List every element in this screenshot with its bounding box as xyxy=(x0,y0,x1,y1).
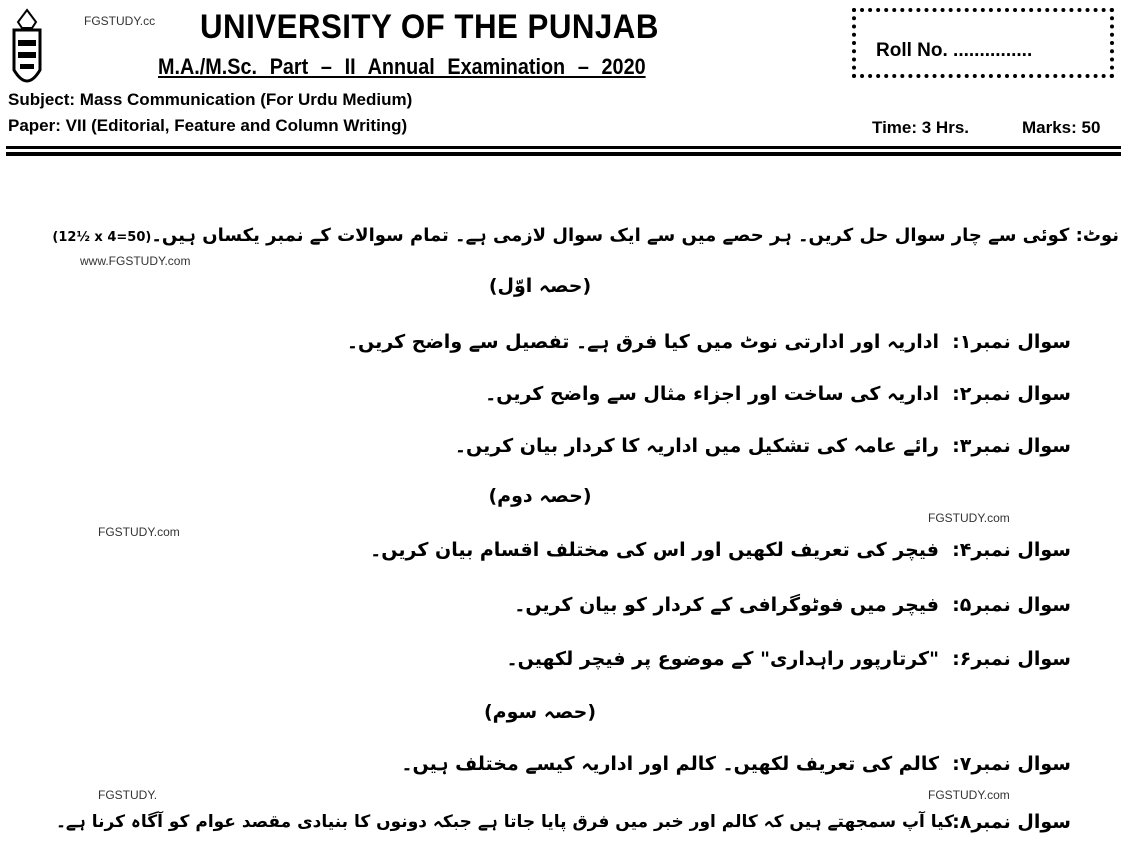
section-heading: (حصہ سوم) xyxy=(483,701,597,723)
roll-number-box xyxy=(852,8,1114,78)
instructions-note xyxy=(52,224,1119,250)
section-heading: (حصہ دوم) xyxy=(488,485,592,507)
note-marks: (12½ x 4=50) xyxy=(52,230,152,245)
watermark: FGSTUDY.com xyxy=(98,525,180,539)
time-allowed: Time: 3 Hrs. xyxy=(872,118,970,137)
question-text: کالم کی تعریف لکھیں۔ کالم اور اداریہ کیسے مختلف ہیں۔ xyxy=(401,753,939,775)
question-text: رائے عامہ کی تشکیل میں اداریہ کا کردار بیان کریں۔ xyxy=(454,435,939,457)
question-text: فیچر کی تعریف لکھیں اور اس کی مختلف اقسام بیان کریں۔ xyxy=(370,539,939,561)
note-text: نوٹ: کوئی سے چار سوال حل کریں۔ ہر حصے میں سے ایک سوال لازمی ہے۔ تمام سوالات کے نمبر یکساں ہیں۔ xyxy=(151,225,1119,246)
question-label: سوال نمبر۷: xyxy=(952,753,1071,775)
watermark: FGSTUDY.com xyxy=(928,788,1010,802)
question-text: اداریہ اور ادارتی نوٹ میں کیا فرق ہے۔ تفصیل سے واضح کریں۔ xyxy=(346,331,939,353)
section-heading: (حصہ اوّل) xyxy=(488,275,592,297)
question-label: سوال نمبر۴: xyxy=(952,539,1071,561)
divider xyxy=(6,146,1121,149)
watermark: www.FGSTUDY.com xyxy=(80,254,191,268)
question-label: سوال نمبر۸: xyxy=(952,811,1071,833)
paper-line: Paper: VII (Editorial, Feature and Column Writing) xyxy=(8,116,408,135)
watermark: FGSTUDY.cc xyxy=(84,14,156,28)
question-text: فیچر میں فوٹوگرافی کے کردار کو بیان کریں۔ xyxy=(514,594,939,616)
total-marks: Marks: 50 xyxy=(1022,118,1101,137)
question-label: سوال نمبر۲: xyxy=(952,383,1071,405)
roll-number-label: Roll No. ............... xyxy=(876,40,1033,61)
question-label: سوال نمبر۵: xyxy=(952,594,1071,616)
question-label: سوال نمبر۱: xyxy=(952,331,1071,353)
university-title: UNIVERSITY OF THE PUNJAB xyxy=(200,8,659,46)
divider xyxy=(6,152,1121,156)
university-crest-logo xyxy=(6,8,48,94)
question-label: سوال نمبر۳: xyxy=(952,435,1071,457)
question-text: "کرتارپور راہداری" کے موضوع پر فیچر لکھیں۔ xyxy=(506,648,939,670)
question-text: کیا آپ سمجھتے ہیں کہ کالم اور خبر میں فرق پایا جاتا ہے جبکہ دونوں کا بنیادی مقصد عوام کو آگاہ کرنا ہے۔ xyxy=(55,812,954,832)
question-label: سوال نمبر۶: xyxy=(952,648,1071,670)
exam-title: M.A./M.Sc. Part – II Annual Examination – 2020 xyxy=(158,54,646,79)
watermark: FGSTUDY.com xyxy=(928,511,1010,525)
subject-line: Subject: Mass Communication (For Urdu Medium) xyxy=(8,90,413,109)
watermark: FGSTUDY. xyxy=(98,788,158,802)
question-text: اداریہ کی ساخت اور اجزاء مثال سے واضح کریں۔ xyxy=(485,383,939,405)
